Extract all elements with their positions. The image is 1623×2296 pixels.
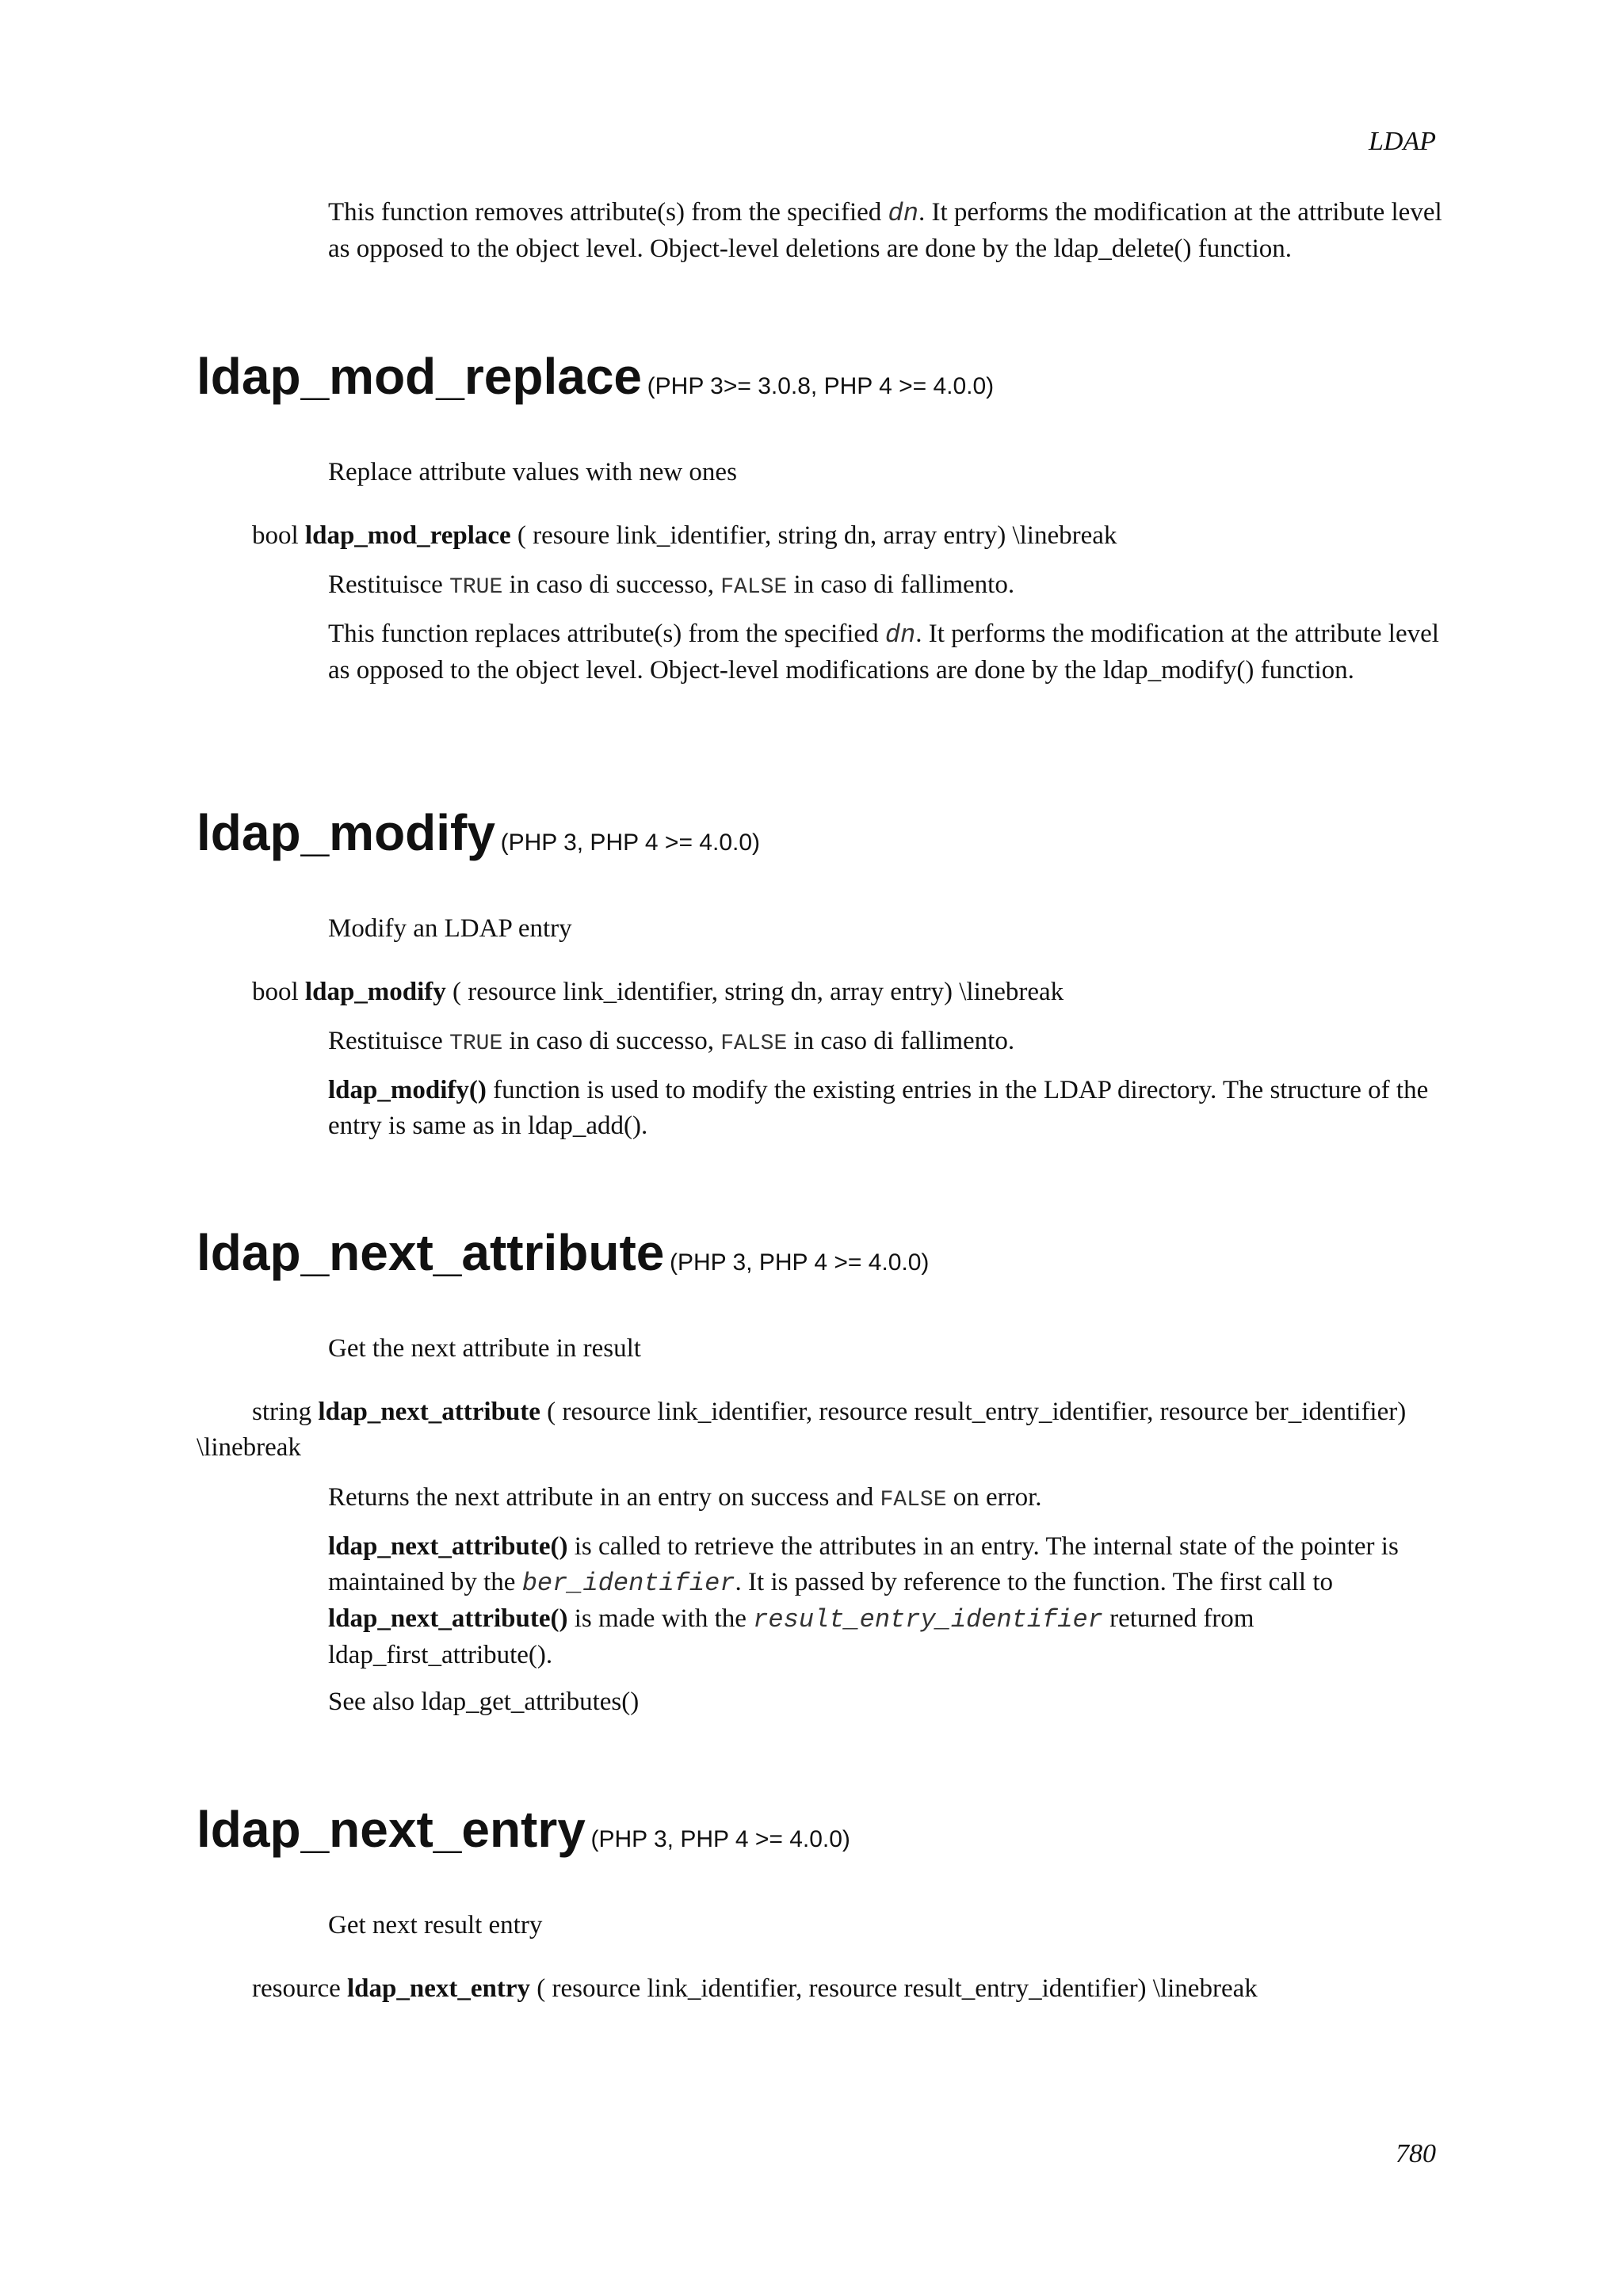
function-name: ldap_modify: [197, 804, 495, 861]
running-header: LDAP: [1369, 127, 1436, 156]
page-number: 780: [1396, 2139, 1436, 2168]
prototype-ldap-next-attribute: string ldap_next_attribute ( resource link_identifier, resource result_entry_identifier, resource ber_identifier) \linebreak: [197, 1398, 1407, 1462]
summary-ldap-next-entry: Get next result entry: [328, 1911, 543, 1939]
description-ldap-modify: ldap_modify() function is used to modify the existing entries in the LDAP directory. The structure of the entry is same as in ldap_add().: [328, 1076, 1429, 1140]
heading-ldap-next-attribute: [197, 1223, 929, 1282]
version-info: (PHP 3>= 3.0.8, PHP 4 >= 4.0.0): [647, 373, 995, 399]
heading-ldap-mod-replace: [197, 347, 994, 406]
summary-ldap-modify: Modify an LDAP entry: [328, 914, 572, 943]
heading-ldap-modify: [197, 803, 760, 862]
summary-ldap-mod-replace: Replace attribute values with new ones: [328, 458, 737, 486]
intro-paragraph: This function removes attribute(s) from the specified dn. It performs the modification at the attribute level as opposed to the object level. Object-level deletions are done by the ldap_delete() function.: [328, 198, 1442, 263]
see-also-ldap-next-attribute: See also ldap_get_attributes(): [328, 1688, 640, 1716]
prototype-ldap-next-entry: resource ldap_next_entry ( resource link_identifier, resource result_entry_identifier) \linebreak: [252, 1974, 1258, 2003]
return-ldap-modify: Restituisce TRUE in caso di successo, FALSE in caso di fallimento.: [328, 1027, 1015, 1056]
function-name: ldap_mod_replace: [197, 348, 642, 405]
version-info: (PHP 3, PHP 4 >= 4.0.0): [670, 1249, 930, 1276]
prototype-ldap-modify: bool ldap_modify ( resource link_identifier, string dn, array entry) \linebreak: [252, 978, 1064, 1006]
return-ldap-mod-replace: Restituisce TRUE in caso di successo, FALSE in caso di fallimento.: [328, 570, 1015, 600]
description-ldap-mod-replace: This function replaces attribute(s) from the specified dn. It performs the modification at the attribute level as opposed to the object level. Object-level modifications are done by the ldap_modify() function.: [328, 620, 1439, 685]
version-info: (PHP 3, PHP 4 >= 4.0.0): [500, 830, 761, 856]
summary-ldap-next-attribute: Get the next attribute in result: [328, 1334, 641, 1363]
param-dn: dn: [888, 199, 918, 228]
function-name: ldap_next_entry: [197, 1801, 586, 1858]
prototype-ldap-mod-replace: bool ldap_mod_replace ( resoure link_identifier, string dn, array entry) \linebreak: [252, 521, 1117, 550]
heading-ldap-next-entry: [197, 1800, 850, 1859]
description-ldap-next-attribute: ldap_next_attribute() is called to retrieve the attributes in an entry. The internal state of the pointer is maintained by the ber_identifier. It is passed by reference to the function. The first call to ldap_next_attribute() is made with the result_entry_identifier returned from ldap_first_attribute().: [328, 1532, 1399, 1669]
function-name: ldap_next_attribute: [197, 1224, 665, 1281]
return-ldap-next-attribute: Returns the next attribute in an entry on success and FALSE on error.: [328, 1483, 1042, 1512]
version-info: (PHP 3, PHP 4 >= 4.0.0): [590, 1826, 850, 1852]
